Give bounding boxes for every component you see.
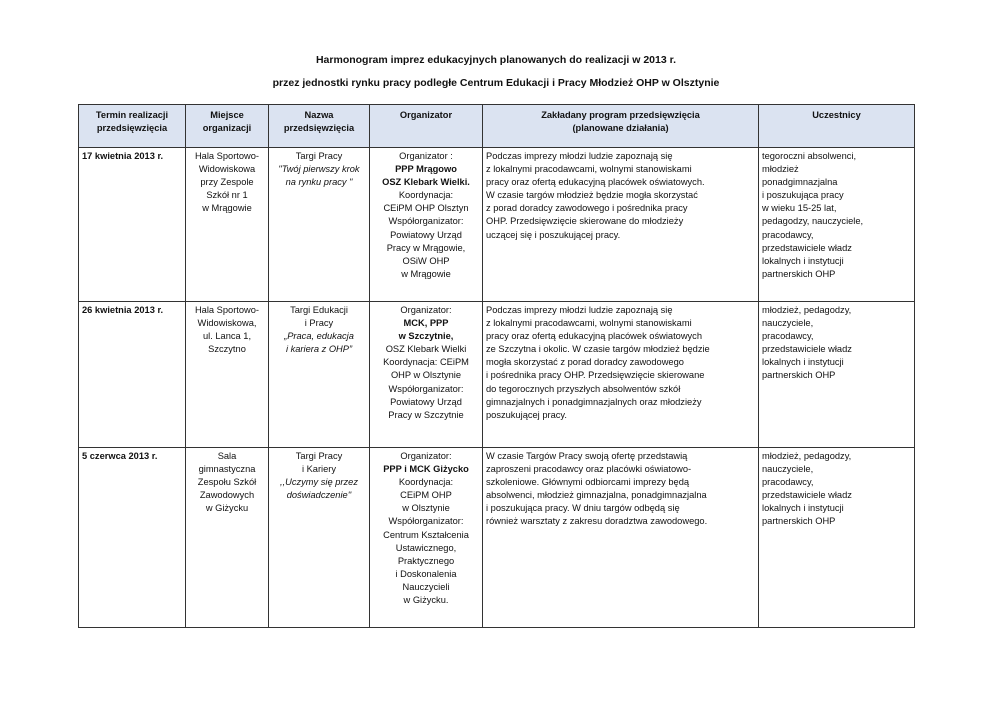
header-program: Zakładany program przedsięwzięcia (planowane działania) (483, 105, 759, 148)
header-participants: Uczestnicy (759, 105, 915, 148)
cell-organizer: Organizator : PPP Mrągowo OSZ Klebark Wielki. Koordynacja: CEiPM OHP Olsztyn Współorganizator: Powiatowy Urząd Pracy w Mrągowie, OSiW OHP w Mrągowie (370, 148, 483, 302)
table-row (79, 148, 915, 302)
cell-program: W czasie Targów Pracy swoją ofertę przedstawią zaproszeni pracodawcy oraz placówki oświatowo- szkoleniowe. Głównymi odbiorcami imprezy będą absolwenci, młodzież gimnazjalna, ponadgimnazjalna i poszukująca pracy. W dniu targów odbędą się również warsztaty z zakresu doradztwa zawodowego. (483, 448, 759, 628)
cell-organizer: Organizator: PPP i MCK Giżycko Koordynacja: CEiPM OHP w Olsztynie Współorganizator: Centrum Kształcenia Ustawicznego, Praktycznego i Doskonalenia Nauczycieli w Giżycku. (370, 448, 483, 628)
cell-place: Hala Sportowo- Widowiskowa, ul. Lanca 1, Szczytno (186, 302, 269, 448)
cell-program: Podczas imprezy młodzi ludzie zapoznają się z lokalnymi pracodawcami, wolnymi stanowiskami pracy oraz ofertą edukacyjną placówek oświatowych. W czasie targów młodzież będzie mogła skorzystać z porad doradcy zawodowego i pośrednika pracy OHP. Przedsięwzięcie skierowane do młodzieży uczącej się i poszukującej pracy. (483, 148, 759, 302)
cell-event-name: Targi Pracy "Twój pierwszy krok na rynku pracy " (269, 148, 370, 302)
cell-program: Podczas imprezy młodzi ludzie zapoznają się z lokalnymi pracodawcami, wolnymi stanowiskami pracy oraz ofertą edukacyjną placówek oświatowych ze Szczytna i okolic. W czasie targów młodzież będzie mogła skorzystać z porad doradcy zawodowego i pośrednika pracy OHP. Przedsięwzięcie skierowane do tegorocznych przyszłych absolwentów szkół gimnazjalnych i ponadgimnazjalnych oraz młodzieży poszukującej pracy. (483, 302, 759, 448)
cell-place: Sala gimnastyczna Zespołu Szkół Zawodowych w Giżycku (186, 448, 269, 628)
cell-date: 5 czerwca 2013 r. (79, 448, 186, 628)
cell-organizer: Organizator: MCK, PPP w Szczytnie, OSZ Klebark Wielki Koordynacja: CEiPM OHP w Olsztynie Współorganizator: Powiatowy Urząd Pracy w Szczytnie (370, 302, 483, 448)
cell-participants: tegoroczni absolwenci, młodzież ponadgimnazjalna i poszukująca pracy w wieku 15-25 lat, pedagodzy, nauczyciele, pracodawcy, przedstawiciele władz lokalnych i instytucji partnerskich OHP (759, 148, 915, 302)
table-row (79, 302, 915, 448)
cell-date: 26 kwietnia 2013 r. (79, 302, 186, 448)
cell-event-name: Targi Pracy i Kariery ,,Uczymy się przez doświadczenie'' (269, 448, 370, 628)
cell-date: 17 kwietnia 2013 r. (79, 148, 186, 302)
cell-event-name: Targi Edukacji i Pracy „Praca, edukacja i kariera z OHP” (269, 302, 370, 448)
document-title: Harmonogram imprez edukacyjnych planowanych do realizacji w 2013 r. (315, 54, 677, 66)
table-row (79, 448, 915, 628)
cell-participants: młodzież, pedagodzy, nauczyciele, pracodawcy, przedstawiciele władz lokalnych i instytucji partnerskich OHP (759, 302, 915, 448)
header-date: Termin realizacji przedsięwzięcia (79, 105, 186, 148)
table-header-row (79, 105, 915, 148)
schedule-table (78, 104, 915, 628)
document-subtitle: przez jednostki rynku pracy podległe Centrum Edukacji i Pracy Młodzież OHP w Olsztynie (272, 77, 720, 89)
cell-participants: młodzież, pedagodzy, nauczyciele, pracodawcy, przedstawiciele władz lokalnych i instytucji partnerskich OHP (759, 448, 915, 628)
header-name: Nazwa przedsięwzięcia (269, 105, 370, 148)
header-place: Miejsce organizacji (186, 105, 269, 148)
cell-place: Hala Sportowo- Widowiskowa przy Zespole Szkół nr 1 w Mrągowie (186, 148, 269, 302)
header-organizer: Organizator (370, 105, 483, 148)
